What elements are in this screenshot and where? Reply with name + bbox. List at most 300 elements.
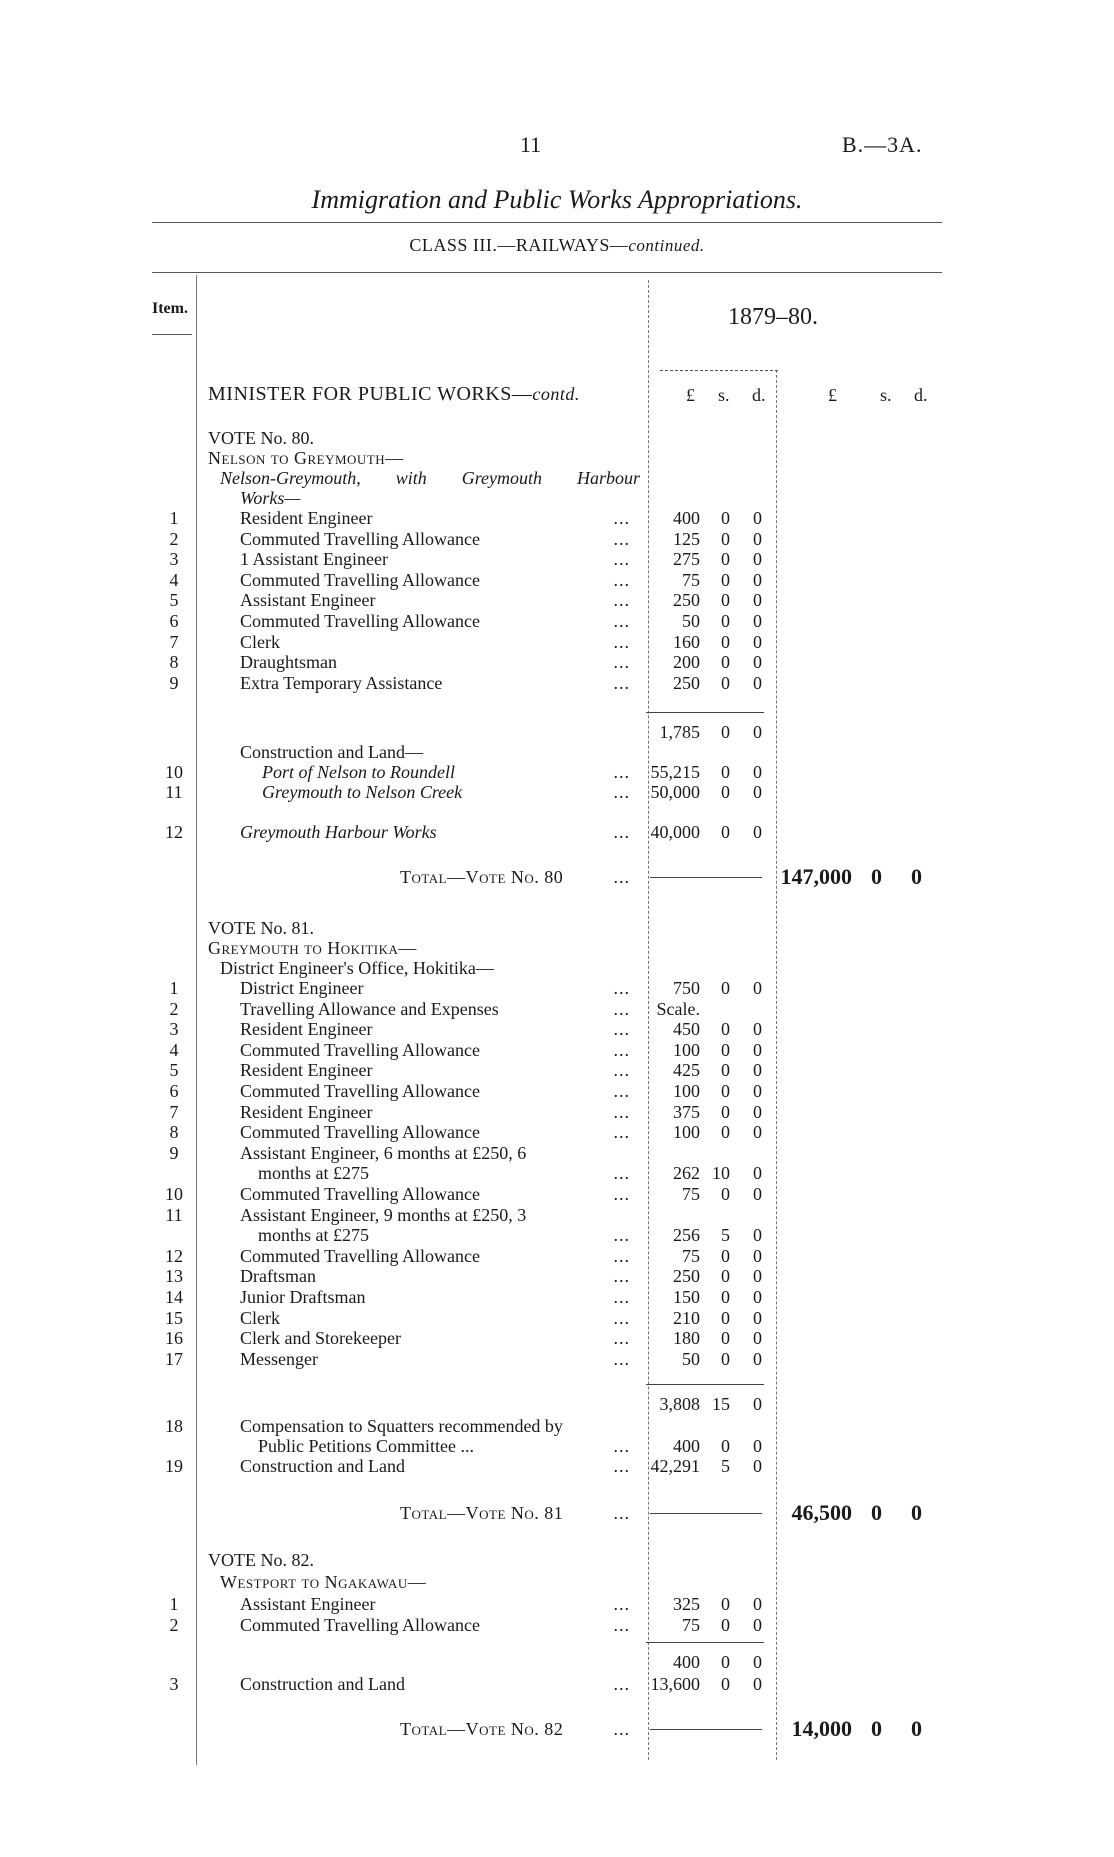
item-pounds: 75 <box>682 1614 700 1635</box>
item-number: 10 <box>165 762 183 782</box>
leader-dots: ... <box>613 1266 630 1287</box>
item-description: Clerk <box>240 631 280 652</box>
vote-81-subtotal <box>0 1394 1114 1414</box>
table-row <box>0 1674 1114 1694</box>
leader-dots: ... <box>613 1287 630 1307</box>
table-row <box>0 1040 1114 1060</box>
table-row <box>0 822 1114 842</box>
leader-dots: ... <box>613 1019 630 1040</box>
minister-label: MINISTER FOR PUBLIC WORKS— <box>208 383 533 405</box>
item-pounds: 125 <box>673 528 700 549</box>
item-description: Commuted Travelling Allowance <box>240 528 480 549</box>
item-pence: 0 <box>753 1225 762 1246</box>
item-description: Port of Nelson to Roundell <box>262 762 455 782</box>
item-pounds: 210 <box>673 1307 700 1328</box>
vote-80-total-row <box>0 864 1114 890</box>
item-shillings: 0 <box>721 528 730 549</box>
item-shillings: 0 <box>721 1307 730 1328</box>
item-pence: 0 <box>753 1307 762 1328</box>
item-number: 4 <box>169 569 179 590</box>
item-description: Commuted Travelling Allowance <box>240 1184 480 1204</box>
leader-dots: ... <box>613 1163 630 1184</box>
total-shillings: 0 <box>871 1500 882 1525</box>
item-pence: 0 <box>753 1184 762 1204</box>
item-description-cont: Public Petitions Committee ... <box>258 1436 474 1456</box>
item-pounds: 325 <box>673 1594 700 1614</box>
year-rule <box>660 370 778 371</box>
item-pounds: 40,000 <box>650 822 700 842</box>
item-description: 1 Assistant Engineer <box>240 549 388 570</box>
page-title: Immigration and Public Works Appropriations. <box>311 185 803 214</box>
item-shillings: 0 <box>721 1287 730 1307</box>
item-shillings: 0 <box>721 508 730 528</box>
item-description: Assistant Engineer, 9 months at £250, 3 <box>240 1204 527 1225</box>
total-pence: 0 <box>911 1716 922 1741</box>
leader-dots: ... <box>613 978 630 998</box>
leader-dots: ... <box>613 528 630 549</box>
table-row <box>0 1615 1114 1635</box>
item-shillings: 0 <box>721 1266 730 1287</box>
item-number: 4 <box>169 1039 179 1060</box>
item-description: Compensation to Squatters recommended by <box>240 1416 563 1436</box>
item-number: 2 <box>169 528 179 549</box>
item-description: Assistant Engineer <box>240 1594 376 1614</box>
item-pence: 0 <box>753 1456 762 1476</box>
item-number: 8 <box>169 1122 179 1143</box>
item-description: Construction and Land <box>240 1456 405 1476</box>
item-description: Junior Draftsman <box>240 1287 366 1307</box>
item-number: 5 <box>169 590 179 611</box>
item-number: 9 <box>169 1142 179 1163</box>
vote-81-total-row <box>0 1500 1114 1526</box>
item-shillings: 5 <box>721 1225 730 1246</box>
item-shillings: 0 <box>721 1039 730 1060</box>
leader-dots: ... <box>613 782 630 802</box>
table-row <box>0 508 1114 528</box>
item-number: 5 <box>169 1060 179 1081</box>
item-pence: 0 <box>753 1081 762 1101</box>
leader-dots: ... <box>613 1039 630 1060</box>
item-number: 1 <box>169 1594 179 1614</box>
item-number: 12 <box>165 822 183 842</box>
item-number: 11 <box>165 1204 183 1225</box>
item-pounds: 180 <box>673 1328 700 1349</box>
item-pounds: 400 <box>673 508 700 528</box>
item-description: Assistant Engineer <box>240 590 376 611</box>
table-row <box>0 1594 1114 1614</box>
table-row-cont <box>0 1436 1114 1456</box>
item-description: Travelling Allowance and Expenses <box>240 998 499 1019</box>
item-description-cont: months at £275 <box>258 1225 369 1246</box>
subtotal-rule <box>646 712 764 713</box>
item-number: 1 <box>169 978 179 998</box>
item-head-rule <box>152 334 192 335</box>
item-pounds: 13,600 <box>650 1674 700 1694</box>
item-shillings: 0 <box>721 672 730 693</box>
item-shillings: 10 <box>712 1163 730 1184</box>
table-row <box>0 1308 1114 1328</box>
leader-dots: ... <box>613 998 630 1019</box>
leader-dots: ... <box>613 672 630 693</box>
item-pounds: 42,291 <box>650 1456 700 1476</box>
item-pounds: 55,215 <box>650 762 700 782</box>
pence-header: d. <box>752 385 766 405</box>
leader-dots: ... <box>613 1436 630 1456</box>
leader-dots: ... <box>613 1719 630 1739</box>
total-shillings-header: s. <box>880 385 892 405</box>
item-description: Resident Engineer <box>240 1101 373 1122</box>
item-pounds: 250 <box>673 672 700 693</box>
item-pence: 0 <box>753 822 762 842</box>
item-number: 17 <box>165 1348 183 1369</box>
table-row <box>0 652 1114 672</box>
subtotal-rule <box>646 1384 764 1385</box>
table-row <box>0 1328 1114 1348</box>
item-pounds: 150 <box>673 1287 700 1307</box>
item-number: 13 <box>165 1266 183 1287</box>
item-shillings: 0 <box>721 1081 730 1101</box>
item-shillings: 0 <box>721 569 730 590</box>
item-number: 14 <box>165 1287 183 1307</box>
item-description: Commuted Travelling Allowance <box>240 569 480 590</box>
table-row <box>0 1349 1114 1369</box>
table-row <box>0 632 1114 652</box>
vote-82-subtotal <box>0 1652 1114 1672</box>
class-heading-text: CLASS III.—RAILWAYS— <box>409 235 629 255</box>
subtotal-pounds: 400 <box>673 1652 700 1672</box>
total-shillings: 0 <box>871 1716 882 1741</box>
item-shillings: 0 <box>721 652 730 673</box>
class-rule <box>152 272 942 273</box>
item-number: 2 <box>169 1614 179 1635</box>
item-number: 18 <box>165 1416 183 1436</box>
vote-section: District Engineer's Office, Hokitika— <box>220 958 494 978</box>
item-shillings: 0 <box>721 1101 730 1122</box>
total-pounds-header: £ <box>828 385 837 405</box>
item-description: Greymouth to Nelson Creek <box>262 782 463 802</box>
subtotal-shillings: 0 <box>721 722 730 742</box>
item-shillings: 5 <box>721 1456 730 1476</box>
vote-80-subtotal <box>0 722 1114 742</box>
item-description: Commuted Travelling Allowance <box>240 1122 480 1143</box>
item-number: 3 <box>169 1019 179 1040</box>
item-pounds: 750 <box>673 978 700 998</box>
item-pence: 0 <box>753 652 762 673</box>
table-row <box>0 1060 1114 1080</box>
leader-dots: ... <box>613 1122 630 1143</box>
item-number: 9 <box>169 672 179 693</box>
leader-dots: ... <box>613 1101 630 1122</box>
item-pence: 0 <box>753 1614 762 1635</box>
leader-dots: ... <box>613 1081 630 1101</box>
item-shillings: 0 <box>721 1674 730 1694</box>
leader-dots: ... <box>613 1328 630 1349</box>
item-pence: 0 <box>753 1674 762 1694</box>
item-pence: 0 <box>753 1019 762 1040</box>
item-pence: 0 <box>753 569 762 590</box>
item-shillings: 0 <box>721 590 730 611</box>
total-pence: 0 <box>911 1500 922 1525</box>
leader-dots: ... <box>613 569 630 590</box>
leader-dots: ... <box>613 631 630 652</box>
item-description: Assistant Engineer, 6 months at £250, 6 <box>240 1142 527 1163</box>
item-shillings: 0 <box>721 1122 730 1143</box>
leader-dots: ... <box>613 822 630 842</box>
table-row <box>0 1205 1114 1225</box>
item-pounds: 375 <box>673 1101 700 1122</box>
vote-section-cont: Works— <box>240 488 301 508</box>
item-shillings: 0 <box>721 1594 730 1614</box>
table-row <box>0 1184 1114 1204</box>
item-shillings: 0 <box>721 822 730 842</box>
table-row <box>0 590 1114 610</box>
item-description: District Engineer <box>240 978 364 998</box>
table-row <box>0 673 1114 693</box>
item-pence: 0 <box>753 1163 762 1184</box>
total-pence: 0 <box>911 864 922 889</box>
table-row <box>0 549 1114 569</box>
item-number: 7 <box>169 1101 179 1122</box>
table-row <box>0 529 1114 549</box>
subtotal-shillings: 0 <box>721 1652 730 1672</box>
item-pence: 0 <box>753 508 762 528</box>
table-row <box>0 782 1114 802</box>
table-row <box>0 570 1114 590</box>
subtotal-shillings: 15 <box>712 1394 730 1414</box>
item-shillings: 0 <box>721 762 730 782</box>
item-description: Commuted Travelling Allowance <box>240 1245 480 1266</box>
construction-heading: Construction and Land— <box>240 742 423 762</box>
total-pounds: 147,000 <box>780 864 852 889</box>
item-pounds: 160 <box>673 631 700 652</box>
item-number: 3 <box>169 549 179 570</box>
item-pence: 0 <box>753 1039 762 1060</box>
item-pence: 0 <box>753 978 762 998</box>
table-row <box>0 1102 1114 1122</box>
item-pounds: 75 <box>682 1245 700 1266</box>
minister-contd: contd. <box>532 384 580 404</box>
item-shillings: 0 <box>721 549 730 570</box>
item-description: Commuted Travelling Allowance <box>240 1039 480 1060</box>
item-number: 15 <box>165 1307 183 1328</box>
item-shillings: 0 <box>721 1328 730 1349</box>
leader-dots: ... <box>613 549 630 570</box>
item-pounds: Scale. <box>656 998 700 1019</box>
item-description-cont: months at £275 <box>258 1163 369 1184</box>
item-pounds: 75 <box>682 569 700 590</box>
item-pence: 0 <box>753 549 762 570</box>
item-number: 6 <box>169 611 179 631</box>
item-number: 1 <box>169 508 179 528</box>
item-pounds: 256 <box>673 1225 700 1246</box>
leader-dots: ... <box>613 762 630 782</box>
total-pence-header: d. <box>914 385 928 405</box>
item-shillings: 0 <box>721 978 730 998</box>
leader-dots: ... <box>613 867 630 887</box>
item-pence: 0 <box>753 1101 762 1122</box>
item-description: Clerk and Storekeeper <box>240 1328 401 1349</box>
item-shillings: 0 <box>721 1060 730 1081</box>
item-pounds: 425 <box>673 1060 700 1081</box>
item-pence: 0 <box>753 672 762 693</box>
item-number: 2 <box>169 998 179 1019</box>
item-number: 6 <box>169 1081 179 1101</box>
item-pounds: 250 <box>673 1266 700 1287</box>
total-dash <box>650 1729 762 1730</box>
leader-dots: ... <box>613 1456 630 1476</box>
item-pence: 0 <box>753 1436 762 1456</box>
item-pounds: 262 <box>673 1163 700 1184</box>
item-pounds: 100 <box>673 1081 700 1101</box>
table-row-cont <box>0 1225 1114 1245</box>
leader-dots: ... <box>613 1348 630 1369</box>
total-label: Total—Vote No. 82 <box>400 1719 564 1739</box>
leader-dots: ... <box>613 1674 630 1694</box>
item-number: 3 <box>169 1674 179 1694</box>
item-pounds: 250 <box>673 590 700 611</box>
subtotal-pounds: 3,808 <box>659 1394 700 1414</box>
item-number: 16 <box>165 1328 183 1349</box>
class-heading-continued: continued. <box>628 236 705 255</box>
vote-82-total-row <box>0 1716 1114 1742</box>
page-number: 11 <box>520 132 542 157</box>
item-shillings: 0 <box>721 1436 730 1456</box>
item-pounds: 75 <box>682 1184 700 1204</box>
total-shillings: 0 <box>871 864 882 889</box>
total-label: Total—Vote No. 80 <box>400 867 564 887</box>
item-description: Draftsman <box>240 1266 316 1287</box>
item-description: Clerk <box>240 1307 280 1328</box>
item-pence: 0 <box>753 1328 762 1349</box>
subtotal-pence: 0 <box>753 1652 762 1672</box>
leader-dots: ... <box>613 1245 630 1266</box>
item-pence: 0 <box>753 1122 762 1143</box>
table-row <box>0 1416 1114 1436</box>
table-row <box>0 1122 1114 1142</box>
item-shillings: 0 <box>721 1348 730 1369</box>
item-pence: 0 <box>753 590 762 611</box>
leader-dots: ... <box>613 1307 630 1328</box>
total-label: Total—Vote No. 81 <box>400 1503 564 1523</box>
table-row-cont <box>0 1163 1114 1183</box>
total-pounds: 14,000 <box>791 1716 852 1741</box>
item-description: Construction and Land <box>240 1674 405 1694</box>
pounds-header: £ <box>686 385 695 405</box>
item-number: 10 <box>165 1184 183 1204</box>
document-code: B.—3A. <box>842 132 923 157</box>
table-row <box>0 978 1114 998</box>
subtotal-rule <box>646 1642 764 1643</box>
item-pence: 0 <box>753 631 762 652</box>
title-rule <box>152 222 942 223</box>
item-pence: 0 <box>753 762 762 782</box>
item-pounds: 200 <box>673 652 700 673</box>
item-pence: 0 <box>753 1245 762 1266</box>
item-number: 12 <box>165 1245 183 1266</box>
table-row <box>0 1143 1114 1163</box>
leader-dots: ... <box>613 1614 630 1635</box>
class-heading <box>0 235 1114 256</box>
subtotal-pounds: 1,785 <box>659 722 700 742</box>
vote-section-text: Nelson-Greymouth, with Greymouth Harbour <box>220 468 640 488</box>
leader-dots: ... <box>613 1184 630 1204</box>
table-row <box>0 1081 1114 1101</box>
item-pence: 0 <box>753 528 762 549</box>
item-number: 8 <box>169 652 179 673</box>
item-pounds: 275 <box>673 549 700 570</box>
item-description: Resident Engineer <box>240 508 373 528</box>
table-row <box>0 1456 1114 1476</box>
leader-dots: ... <box>613 590 630 611</box>
table-row <box>0 1246 1114 1266</box>
item-description: Extra Temporary Assistance <box>240 672 443 693</box>
item-shillings: 0 <box>721 1614 730 1635</box>
item-pounds: 50,000 <box>650 782 700 802</box>
item-shillings: 0 <box>721 631 730 652</box>
item-description: Commuted Travelling Allowance <box>240 1081 480 1101</box>
item-pence: 0 <box>753 1266 762 1287</box>
vote-title: VOTE No. 81. <box>208 918 314 938</box>
item-pence: 0 <box>753 1594 762 1614</box>
item-pounds: 50 <box>682 611 700 631</box>
item-pounds: 100 <box>673 1122 700 1143</box>
vote-title: VOTE No. 82. <box>208 1550 314 1570</box>
item-shillings: 0 <box>721 1245 730 1266</box>
item-description: Resident Engineer <box>240 1060 373 1081</box>
item-shillings: 0 <box>721 611 730 631</box>
leader-dots: ... <box>613 611 630 631</box>
table-row <box>0 1266 1114 1286</box>
leader-dots: ... <box>613 1225 630 1246</box>
table-row <box>0 611 1114 631</box>
vote-title: VOTE No. 80. <box>208 428 314 448</box>
item-pence: 0 <box>753 1060 762 1081</box>
vote-route: Greymouth to Hokitika— <box>208 938 417 958</box>
item-description: Commuted Travelling Allowance <box>240 611 480 631</box>
minister-heading <box>208 383 580 406</box>
total-dash <box>650 877 762 878</box>
table-row <box>0 999 1114 1019</box>
item-shillings: 0 <box>721 1184 730 1204</box>
item-pounds: 50 <box>682 1348 700 1369</box>
year-header: 1879–80. <box>728 304 818 330</box>
item-number: 19 <box>165 1456 183 1476</box>
item-pence: 0 <box>753 782 762 802</box>
vote-route: Westport to Ngakawau— <box>220 1572 427 1592</box>
item-shillings: 0 <box>721 782 730 802</box>
item-pounds: 100 <box>673 1039 700 1060</box>
table-row <box>0 762 1114 782</box>
shillings-header: s. <box>718 385 730 405</box>
total-dash <box>650 1513 762 1514</box>
leader-dots: ... <box>613 508 630 528</box>
leader-dots: ... <box>613 652 630 673</box>
item-number: 7 <box>169 631 179 652</box>
item-pence: 0 <box>753 1287 762 1307</box>
subtotal-pence: 0 <box>753 722 762 742</box>
leader-dots: ... <box>613 1060 630 1081</box>
leader-dots: ... <box>613 1503 630 1523</box>
item-pence: 0 <box>753 611 762 631</box>
item-description: Commuted Travelling Allowance <box>240 1614 480 1635</box>
table-row <box>0 1287 1114 1307</box>
vote-section <box>220 468 640 488</box>
item-description: Greymouth Harbour Works <box>240 822 437 842</box>
item-description: Draughtsman <box>240 652 337 673</box>
item-pounds: 450 <box>673 1019 700 1040</box>
item-shillings: 0 <box>721 1019 730 1040</box>
table-row <box>0 1019 1114 1039</box>
